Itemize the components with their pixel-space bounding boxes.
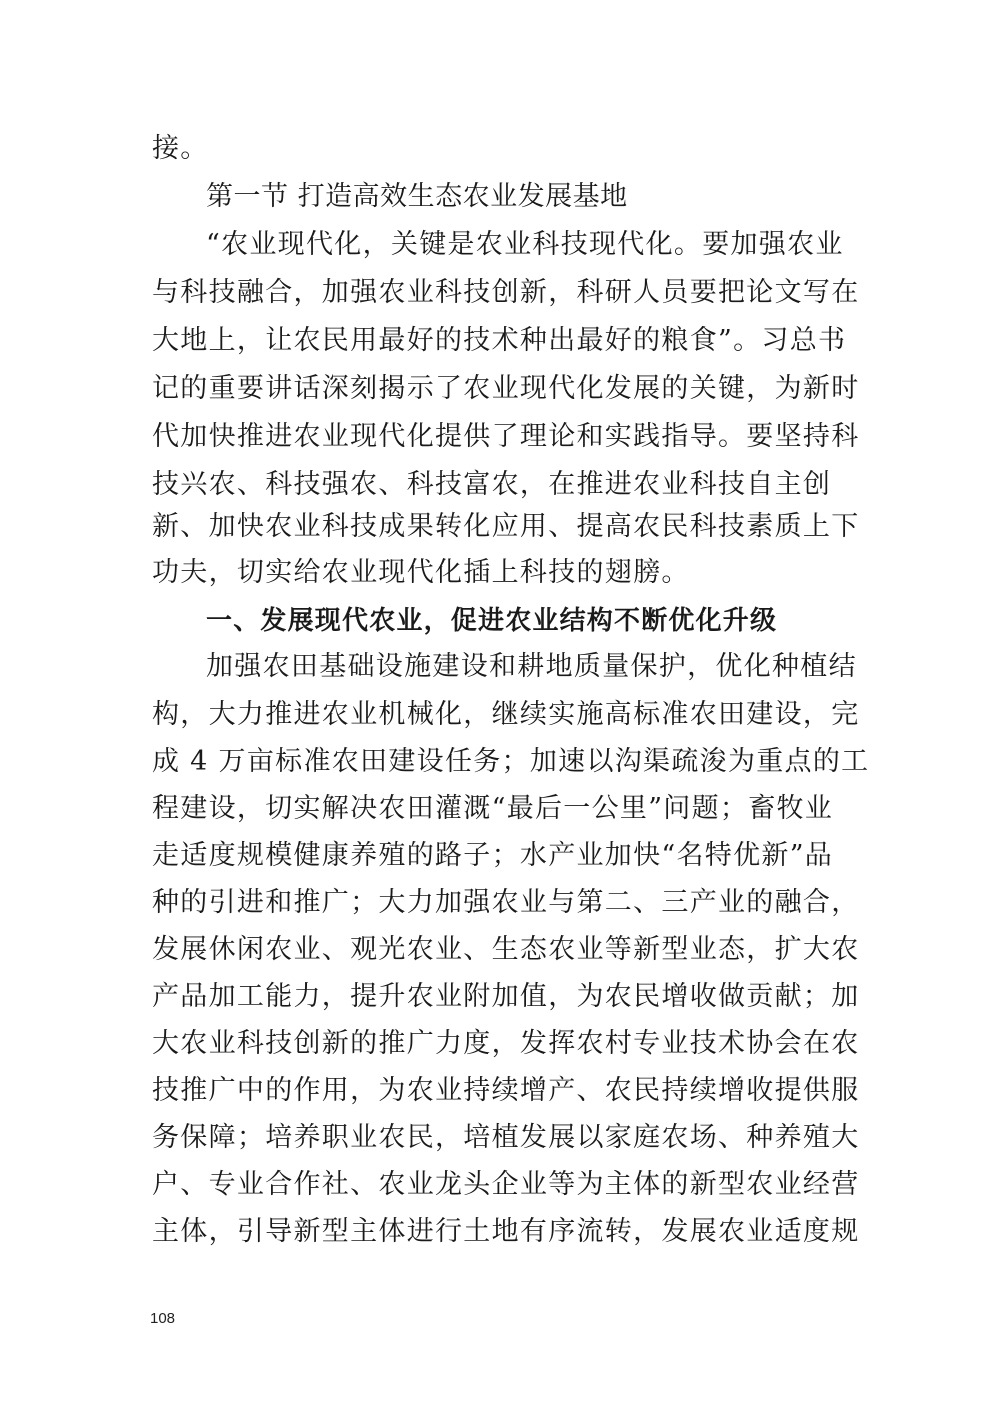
- page-number: 108: [150, 1310, 176, 1327]
- paragraph-line: 户、专业合作社、农业龙头企业等为主体的新型农业经营: [152, 1169, 860, 1200]
- paragraph-line: 务保障；培养职业农民，培植发展以家庭农场、种养殖大: [152, 1122, 860, 1153]
- sub-heading: 一、发展现代农业，促进农业结构不断优化升级: [206, 606, 778, 636]
- paragraph-line: 成 4 万亩标准农田建设任务；加速以沟渠疏浚为重点的工: [152, 746, 870, 777]
- paragraph-line: 产品加工能力，提升农业附加值，为农民增收做贡献；加: [152, 981, 860, 1012]
- paragraph-line: 代加快推进农业现代化提供了理论和实践指导。要坚持科: [152, 421, 860, 452]
- paragraph-line: 加强农田基础设施建设和耕地质量保护，优化种植结: [206, 651, 857, 682]
- paragraph-line: 大地上，让农民用最好的技术种出最好的粮食”。习总书: [152, 325, 847, 356]
- paragraph-line: 发展休闲农业、观光农业、生态农业等新型业态，扩大农: [152, 934, 860, 965]
- paragraph-line: 技兴农、科技强农、科技富农，在推进农业科技自主创: [152, 469, 832, 500]
- paragraph-line: 大农业科技创新的推广力度，发挥农村专业技术协会在农: [152, 1028, 860, 1059]
- paragraph-line: “农业现代化，关键是农业科技现代化。要加强农业: [206, 229, 844, 260]
- paragraph-line: 新、加快农业科技成果转化应用、提高农民科技素质上下: [152, 511, 860, 542]
- paragraph-line: 与科技融合，加强农业科技创新，科研人员要把论文写在: [152, 277, 860, 308]
- paragraph-line: 构，大力推进农业机械化，继续实施高标准农田建设，完: [152, 699, 860, 730]
- section-heading: 第一节 打造高效生态农业发展基地: [206, 181, 628, 212]
- paragraph-line: 功夫，切实给农业现代化插上科技的翅膀。: [152, 557, 690, 588]
- paragraph-line: 记的重要讲话深刻揭示了农业现代化发展的关键，为新时: [152, 373, 860, 404]
- paragraph-line: 接。: [152, 133, 209, 164]
- paragraph-line: 程建设，切实解决农田灌溉“最后一公里”问题；畜牧业: [152, 793, 834, 824]
- paragraph-line: 走适度规模健康养殖的路子；水产业加快“名特优新”品: [152, 840, 834, 871]
- paragraph-line: 种的引进和推广；大力加强农业与第二、三产业的融合，: [152, 887, 860, 918]
- paragraph-line: 主体，引导新型主体进行土地有序流转，发展农业适度规: [152, 1216, 860, 1247]
- paragraph-line: 技推广中的作用，为农业持续增产、农民持续增收提供服: [152, 1075, 860, 1106]
